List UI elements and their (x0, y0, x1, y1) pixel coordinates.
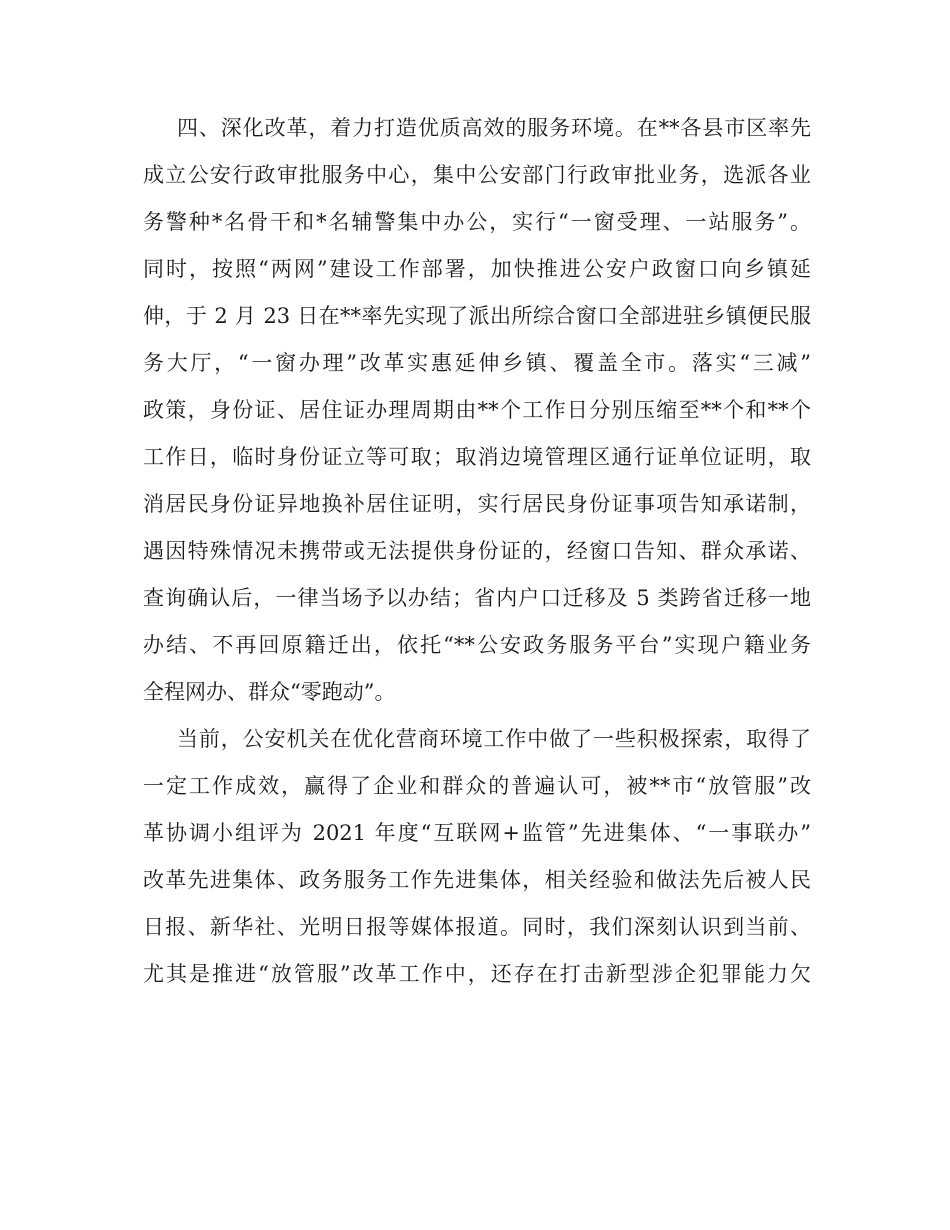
document-body (143, 105, 811, 998)
text-line: 一定工作成效，赢得了企业和群众的普遍认可，被**市“放管服”改 (143, 774, 811, 798)
text-line: 消居民身份证异地换补居住证明，实行居民身份证事项告知承诺制， (143, 492, 811, 516)
text-line: 工作日，临时身份证立等可取；取消边境管理区通行证单位证明，取 (143, 445, 811, 469)
text-line: 尤其是推进“放管服”改革工作中，还存在打击新型涉企犯罪能力欠 (143, 962, 811, 986)
paragraph-reform (143, 105, 811, 716)
text-line: 伸，于 2 月 23 日在**率先实现了派出所综合窗口全部进驻乡镇便民服 (143, 304, 811, 328)
text-line: 日报、新华社、光明日报等媒体报道。同时，我们深刻认识到当前、 (143, 915, 811, 939)
text-line: 遇因特殊情况未携带或无法提供身份证的，经窗口告知、群众承诺、 (143, 539, 811, 563)
text-line: 革协调小组评为 2021 年度“互联网+监管”先进集体、“一事联办” (143, 821, 811, 845)
text-line: 当前，公安机关在优化营商环境工作中做了一些积极探索，取得了 (177, 727, 811, 751)
text-line: 同时，按照“两网”建设工作部署，加快推进公安户政窗口向乡镇延 (143, 257, 811, 281)
text-line: 办结、不再回原籍迁出，依托“**公安政务服务平台”实现户籍业务 (143, 633, 811, 657)
text-line: 改革先进集体、政务服务工作先进集体，相关经验和做法先后被人民 (143, 868, 811, 892)
text-line: 成立公安行政审批服务中心，集中公安部门行政审批业务，选派各业 (143, 163, 811, 187)
text-line: 务警种*名骨干和*名辅警集中办公，实行“一窗受理、一站服务”。 (143, 210, 811, 234)
text-line: 全程网办、群众“零跑动”。 (143, 680, 396, 704)
text-line: 查询确认后，一律当场予以办结；省内户口迁移及 5 类跨省迁移一地 (143, 586, 811, 610)
text-line: 政策，身份证、居住证办理周期由**个工作日分别压缩至**个和**个 (143, 398, 811, 422)
text-line: 四、深化改革，着力打造优质高效的服务环境。在**各县市区率先 (177, 116, 811, 140)
text-line: 务大厅，“一窗办理”改革实惠延伸乡镇、覆盖全市。落实“三减” (143, 351, 811, 375)
paragraph-current-status (143, 716, 811, 998)
